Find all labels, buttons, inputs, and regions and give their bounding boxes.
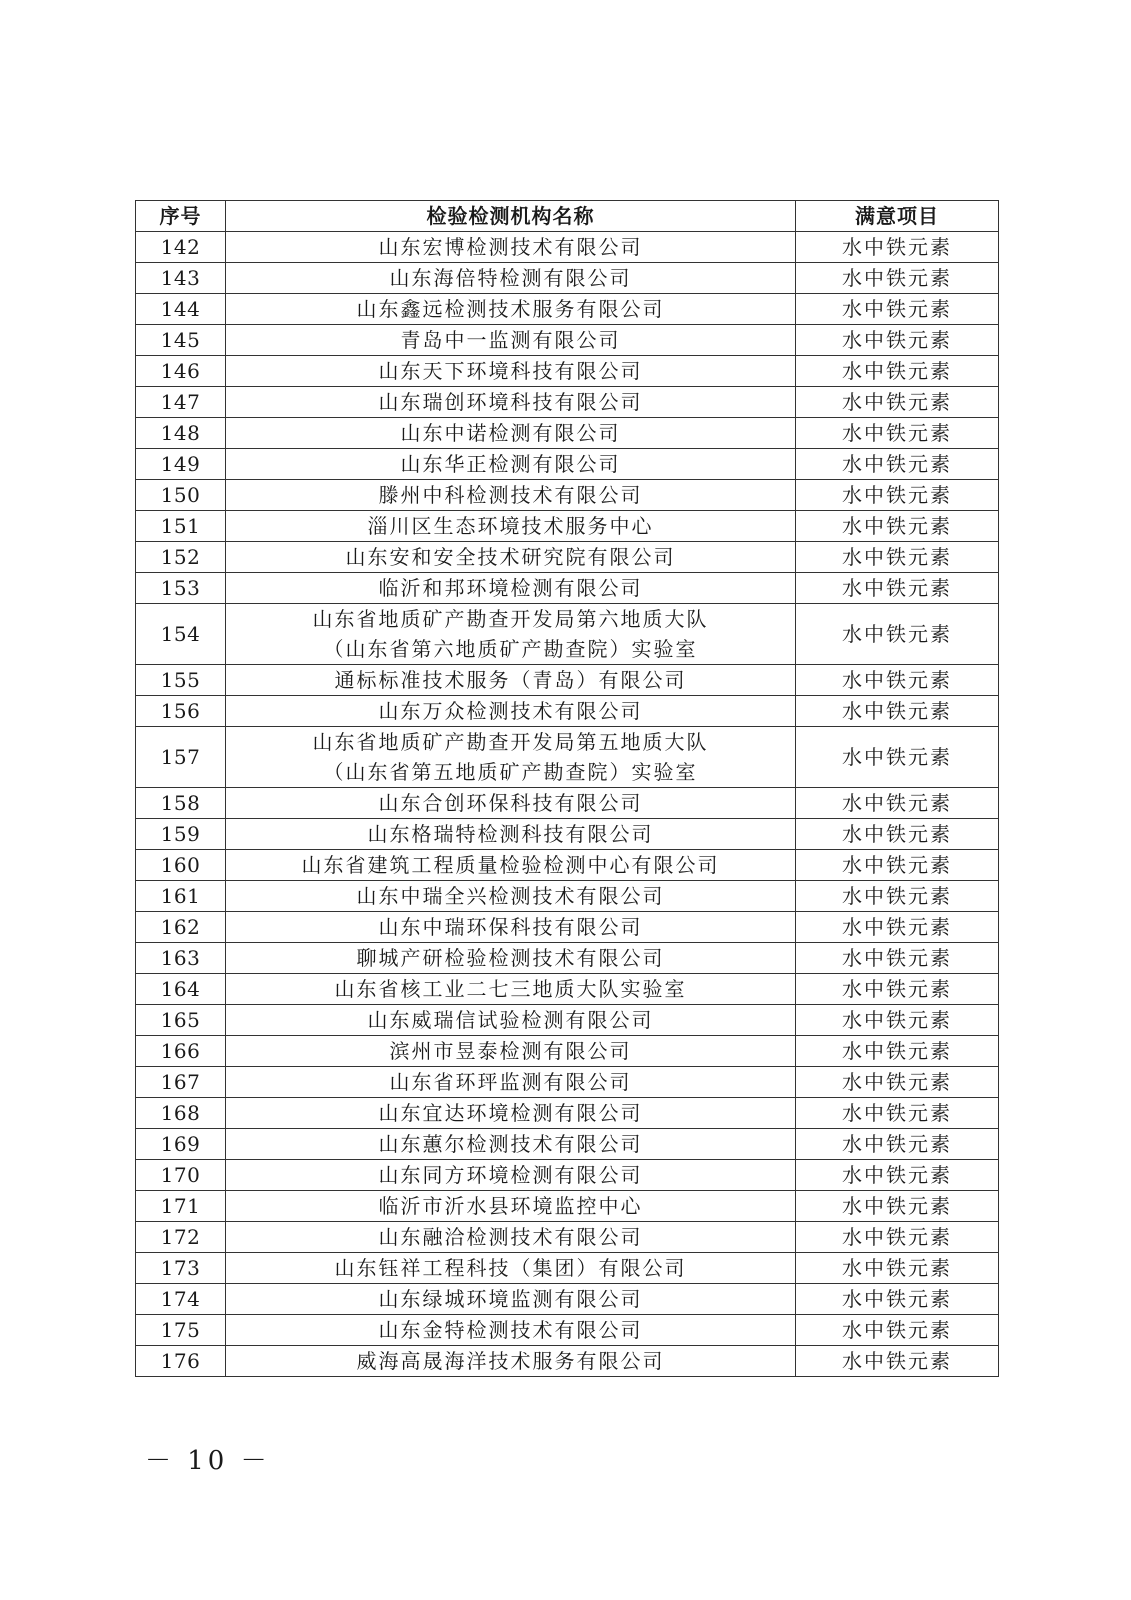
serial-number-cell: 147 — [136, 387, 226, 418]
table-row — [136, 1284, 999, 1315]
table-row — [136, 325, 999, 356]
institution-name-cell — [226, 1067, 796, 1098]
institution-name-cell — [226, 325, 796, 356]
institution-name-cell — [226, 1315, 796, 1346]
institution-name-line: 山东中瑞环保科技有限公司 — [378, 915, 643, 939]
table-row — [136, 1160, 999, 1191]
table-row — [136, 1036, 999, 1067]
satisfactory-item-cell: 水中铁元素 — [796, 1067, 999, 1098]
satisfactory-item-cell: 水中铁元素 — [796, 974, 999, 1005]
table-row — [136, 356, 999, 387]
institution-name-cell — [226, 819, 796, 850]
serial-number-cell: 171 — [136, 1191, 226, 1222]
institution-name-line: 临沂市沂水县环境监控中心 — [378, 1194, 643, 1218]
serial-number-cell: 164 — [136, 974, 226, 1005]
institution-name-line: 山东绿城环境监测有限公司 — [378, 1287, 643, 1311]
table-row — [136, 294, 999, 325]
table-row — [136, 850, 999, 881]
satisfactory-item-cell: 水中铁元素 — [796, 1284, 999, 1315]
satisfactory-item-cell: 水中铁元素 — [796, 696, 999, 727]
serial-number-cell: 143 — [136, 263, 226, 294]
serial-number-cell: 172 — [136, 1222, 226, 1253]
serial-number-cell: 174 — [136, 1284, 226, 1315]
institution-name-cell — [226, 232, 796, 263]
satisfactory-item-cell: 水中铁元素 — [796, 511, 999, 542]
serial-number-cell: 175 — [136, 1315, 226, 1346]
table-row — [136, 727, 999, 788]
satisfactory-item-cell: 水中铁元素 — [796, 542, 999, 573]
institution-name-line: 山东格瑞特检测科技有限公司 — [367, 822, 654, 846]
satisfactory-item-cell: 水中铁元素 — [796, 1005, 999, 1036]
header-institution-name: 检验检测机构名称 — [226, 201, 796, 232]
satisfactory-item-cell: 水中铁元素 — [796, 325, 999, 356]
institution-name-line: 山东宏博检测技术有限公司 — [378, 235, 643, 259]
table-row — [136, 819, 999, 850]
table-row — [136, 881, 999, 912]
institution-name-cell — [226, 449, 796, 480]
serial-number-cell: 159 — [136, 819, 226, 850]
serial-number-cell: 160 — [136, 850, 226, 881]
satisfactory-item-cell: 水中铁元素 — [796, 943, 999, 974]
satisfactory-item-cell: 水中铁元素 — [796, 819, 999, 850]
serial-number-cell: 169 — [136, 1129, 226, 1160]
institution-name-cell — [226, 1191, 796, 1222]
satisfactory-item-cell: 水中铁元素 — [796, 1191, 999, 1222]
table-row — [136, 449, 999, 480]
satisfactory-item-cell: 水中铁元素 — [796, 1346, 999, 1377]
satisfactory-item-cell: 水中铁元素 — [796, 294, 999, 325]
institution-name-cell — [226, 727, 796, 788]
table-row — [136, 665, 999, 696]
institution-name-cell — [226, 1253, 796, 1284]
table-row — [136, 387, 999, 418]
institution-name-cell — [226, 1098, 796, 1129]
serial-number-cell: 152 — [136, 542, 226, 573]
institution-name-line: 威海高晟海洋技术服务有限公司 — [356, 1349, 665, 1373]
institution-name-line: 山东省地质矿产勘查开发局第六地质大队 — [312, 607, 709, 631]
institution-name-cell — [226, 1005, 796, 1036]
satisfactory-item-cell: 水中铁元素 — [796, 727, 999, 788]
table-row — [136, 912, 999, 943]
satisfactory-item-cell: 水中铁元素 — [796, 1315, 999, 1346]
table-row — [136, 263, 999, 294]
serial-number-cell: 163 — [136, 943, 226, 974]
serial-number-cell: 148 — [136, 418, 226, 449]
institution-name-cell — [226, 1160, 796, 1191]
satisfactory-item-cell: 水中铁元素 — [796, 604, 999, 665]
institution-name-cell — [226, 1129, 796, 1160]
satisfactory-item-cell: 水中铁元素 — [796, 418, 999, 449]
table-row — [136, 1191, 999, 1222]
satisfactory-item-cell: 水中铁元素 — [796, 1222, 999, 1253]
institution-name-cell — [226, 788, 796, 819]
institution-name-cell — [226, 263, 796, 294]
satisfactory-item-cell: 水中铁元素 — [796, 1160, 999, 1191]
serial-number-cell: 158 — [136, 788, 226, 819]
institution-name-cell — [226, 665, 796, 696]
institution-name-line: 山东同方环境检测有限公司 — [378, 1163, 643, 1187]
institution-name-line: 滕州中科检测技术有限公司 — [378, 483, 643, 507]
serial-number-cell: 155 — [136, 665, 226, 696]
institution-name-cell — [226, 418, 796, 449]
table-row — [136, 573, 999, 604]
institution-name-line: 山东安和安全技术研究院有限公司 — [345, 545, 676, 569]
institution-name-line: 聊城产研检验检测技术有限公司 — [356, 946, 665, 970]
institution-name-line: 山东省地质矿产勘查开发局第五地质大队 — [312, 730, 709, 754]
institution-name-cell — [226, 511, 796, 542]
header-satisfactory-item: 满意项目 — [796, 201, 999, 232]
table-row — [136, 1222, 999, 1253]
table-row — [136, 604, 999, 665]
institution-name-line: 山东鑫远检测技术服务有限公司 — [356, 297, 665, 321]
header-serial-number: 序号 — [136, 201, 226, 232]
serial-number-cell: 145 — [136, 325, 226, 356]
institution-name-line: （山东省第六地质矿产勘查院）实验室 — [323, 637, 698, 661]
table-row — [136, 974, 999, 1005]
page-number: － 10 － — [145, 1446, 271, 1476]
institution-name-cell — [226, 881, 796, 912]
institution-name-cell — [226, 850, 796, 881]
serial-number-cell: 144 — [136, 294, 226, 325]
satisfactory-item-cell: 水中铁元素 — [796, 449, 999, 480]
institution-name-cell — [226, 1284, 796, 1315]
institution-name-line: 山东万众检测技术有限公司 — [378, 699, 643, 723]
satisfactory-item-cell: 水中铁元素 — [796, 356, 999, 387]
serial-number-cell: 142 — [136, 232, 226, 263]
serial-number-cell: 154 — [136, 604, 226, 665]
table-row — [136, 511, 999, 542]
institution-name-line: 山东钰祥工程科技（集团）有限公司 — [334, 1256, 687, 1280]
serial-number-cell: 167 — [136, 1067, 226, 1098]
serial-number-cell: 146 — [136, 356, 226, 387]
institution-name-cell — [226, 480, 796, 511]
serial-number-cell: 165 — [136, 1005, 226, 1036]
institution-name-line: 临沂和邦环境检测有限公司 — [378, 576, 643, 600]
serial-number-cell: 173 — [136, 1253, 226, 1284]
table-row — [136, 788, 999, 819]
institution-name-cell — [226, 573, 796, 604]
institution-name-cell — [226, 974, 796, 1005]
satisfactory-item-cell: 水中铁元素 — [796, 1036, 999, 1067]
table-row — [136, 943, 999, 974]
satisfactory-item-cell: 水中铁元素 — [796, 1129, 999, 1160]
institution-name-line: （山东省第五地质矿产勘查院）实验室 — [323, 760, 698, 784]
satisfactory-item-cell: 水中铁元素 — [796, 881, 999, 912]
institution-name-cell — [226, 542, 796, 573]
institution-name-line: 山东海倍特检测有限公司 — [389, 266, 632, 290]
institution-name-line: 山东天下环境科技有限公司 — [378, 359, 643, 383]
table-row — [136, 1067, 999, 1098]
satisfactory-item-cell: 水中铁元素 — [796, 573, 999, 604]
serial-number-cell: 162 — [136, 912, 226, 943]
satisfactory-item-cell: 水中铁元素 — [796, 480, 999, 511]
serial-number-cell: 151 — [136, 511, 226, 542]
table-row — [136, 1253, 999, 1284]
institution-name-line: 山东省核工业二七三地质大队实验室 — [334, 977, 687, 1001]
institution-name-cell — [226, 912, 796, 943]
table-row — [136, 696, 999, 727]
institution-name-line: 山东瑞创环境科技有限公司 — [378, 390, 643, 414]
table-body — [136, 232, 999, 1377]
institution-name-cell — [226, 1346, 796, 1377]
institution-name-cell — [226, 696, 796, 727]
institution-name-line: 山东融洽检测技术有限公司 — [378, 1225, 643, 1249]
serial-number-cell: 153 — [136, 573, 226, 604]
satisfactory-item-cell: 水中铁元素 — [796, 912, 999, 943]
table-row — [136, 1129, 999, 1160]
institution-name-line: 山东中瑞全兴检测技术有限公司 — [356, 884, 665, 908]
institution-name-line: 通标标准技术服务（青岛）有限公司 — [334, 668, 687, 692]
institution-name-line: 山东华正检测有限公司 — [400, 452, 621, 476]
serial-number-cell: 149 — [136, 449, 226, 480]
results-table — [135, 200, 999, 1377]
satisfactory-item-cell: 水中铁元素 — [796, 1098, 999, 1129]
table-row — [136, 1346, 999, 1377]
table-row — [136, 1005, 999, 1036]
institution-name-line: 山东中诺检测有限公司 — [400, 421, 621, 445]
serial-number-cell: 150 — [136, 480, 226, 511]
table-row — [136, 232, 999, 263]
institution-name-line: 淄川区生态环境技术服务中心 — [367, 514, 654, 538]
table-row — [136, 418, 999, 449]
institution-name-cell — [226, 943, 796, 974]
satisfactory-item-cell: 水中铁元素 — [796, 232, 999, 263]
table-row — [136, 1098, 999, 1129]
institution-name-line: 山东威瑞信试验检测有限公司 — [367, 1008, 654, 1032]
serial-number-cell: 168 — [136, 1098, 226, 1129]
institution-name-line: 滨州市昱泰检测有限公司 — [389, 1039, 632, 1063]
serial-number-cell: 166 — [136, 1036, 226, 1067]
satisfactory-item-cell: 水中铁元素 — [796, 788, 999, 819]
institution-name-line: 山东蕙尔检测技术有限公司 — [378, 1132, 643, 1156]
satisfactory-item-cell: 水中铁元素 — [796, 665, 999, 696]
satisfactory-item-cell: 水中铁元素 — [796, 850, 999, 881]
institution-name-cell — [226, 604, 796, 665]
institution-name-line: 山东宜达环境检测有限公司 — [378, 1101, 643, 1125]
institution-name-cell — [226, 356, 796, 387]
institution-name-line: 山东合创环保科技有限公司 — [378, 791, 643, 815]
serial-number-cell: 170 — [136, 1160, 226, 1191]
institution-name-cell — [226, 294, 796, 325]
serial-number-cell: 176 — [136, 1346, 226, 1377]
table-row — [136, 1315, 999, 1346]
institution-name-line: 青岛中一监测有限公司 — [400, 328, 621, 352]
institution-name-line: 山东省建筑工程质量检验检测中心有限公司 — [301, 853, 720, 877]
serial-number-cell: 157 — [136, 727, 226, 788]
satisfactory-item-cell: 水中铁元素 — [796, 1253, 999, 1284]
satisfactory-item-cell: 水中铁元素 — [796, 387, 999, 418]
serial-number-cell: 161 — [136, 881, 226, 912]
table-row — [136, 542, 999, 573]
institution-name-line: 山东金特检测技术有限公司 — [378, 1318, 643, 1342]
table-header-row — [136, 201, 999, 232]
institution-name-cell — [226, 1036, 796, 1067]
institution-name-cell — [226, 387, 796, 418]
institution-name-cell — [226, 1222, 796, 1253]
satisfactory-item-cell: 水中铁元素 — [796, 263, 999, 294]
serial-number-cell: 156 — [136, 696, 226, 727]
table-row — [136, 480, 999, 511]
institution-name-line: 山东省环玶监测有限公司 — [389, 1070, 632, 1094]
